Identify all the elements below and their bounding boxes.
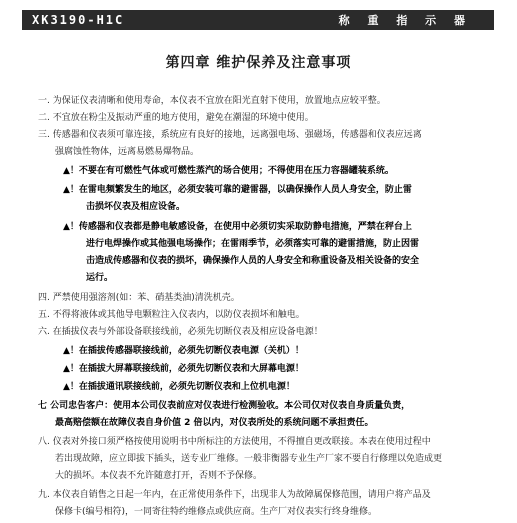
item-8-cont-2: 大的损坏。本仪表不允许随意打开，否则不予保修。 bbox=[55, 471, 263, 481]
warning-flammable: ▲！不要在有可燃性气体或可燃性蒸汽的场合使用；不得使用在压力容器罐装系统。 bbox=[63, 166, 394, 176]
warning-comm-unplug: ▲！在插拔通讯联接线前，必须先切断仪表和上位机电源！ bbox=[63, 382, 295, 392]
item-3-cont: 强腐蚀性物体，远离易燃易爆物品。 bbox=[55, 147, 200, 157]
warning-static-cont-1: 进行电焊操作或其他强电场操作；在雷雨季节，必须落实可靠的避雷措施，防止因雷 bbox=[86, 239, 420, 249]
warning-lightning-cont: 击损坏仪表及相应设备。 bbox=[86, 202, 186, 212]
item-9-cont: 保修卡(编号相符)，一同寄往特约维修点或供应商。生产厂对仪表实行终身维修。 bbox=[55, 507, 378, 517]
item-2: 二. 不宜放在粉尘及振动严重的地方使用，避免在潮湿的环境中使用。 bbox=[38, 113, 314, 123]
item-8: 八. 仪表对外接口须严格按使用说明书中所标注的方法使用，不得擅自更改联接。本表在使用过程中 bbox=[38, 437, 431, 447]
warning-static: ▲！传感器和仪表都是静电敏感设备，在使用中必须切实采取防静电措施，严禁在秤台上 bbox=[63, 222, 412, 232]
item-4: 四. 严禁使用强溶剂(如：苯、硝基类油)清洗机壳。 bbox=[38, 293, 240, 303]
product-name: 称 重 指 示 器 bbox=[338, 14, 472, 27]
item-7: 七 公司忠告客户：使用本公司仪表前应对仪表进行检测验收。本公司仅对仪表自身质量负责， bbox=[38, 401, 411, 411]
item-9: 九. 本仪表自销售之日起一年内，在正常使用条件下，出现非人为故障属保修范围，请用户将产品及 bbox=[38, 490, 431, 500]
model-number: XK3190-H1C bbox=[32, 13, 125, 27]
warning-sensor-unplug: ▲！在插拔传感器联接线前，必须先切断仪表电源（关机）！ bbox=[63, 346, 304, 356]
warning-static-cont-3: 运行。 bbox=[86, 273, 114, 283]
item-8-cont-1: 若出现故障，应立即拔下插头，送专业厂维修。一般非衡器专业生产厂家不要自行修理以免造成更 bbox=[55, 454, 443, 464]
chapter-title: 第四章 维护保养及注意事项 bbox=[165, 55, 352, 71]
item-6: 六. 在插拔仪表与外部设备联接线前，必须先切断仪表及相应设备电源！ bbox=[38, 327, 323, 337]
item-3: 三. 传感器和仪表须可靠连接，系统应有良好的接地，远离强电场、强磁场，传感器和仪表应远离 bbox=[38, 130, 422, 140]
warning-static-cont-2: 击造成传感器和仪表的损坏，确保操作人员的人身安全和称重设备及相关设备的安全 bbox=[86, 256, 420, 266]
header-bar bbox=[22, 10, 494, 30]
item-1: 一. 为保证仪表清晰和使用寿命，本仪表不宜放在阳光直射下使用，放置地点应较平整。 bbox=[38, 96, 386, 106]
item-7-cont: 最高赔偿额在故障仪表自身价值 2 倍以内，对仪表所处的系统问题不承担责任。 bbox=[55, 418, 374, 428]
warning-screen-unplug: ▲！在插拔大屏幕联接线前，必须先切断仪表和大屏幕电源！ bbox=[63, 364, 304, 374]
warning-lightning: ▲！在雷电频繁发生的地区，必须安装可靠的避雷器，以确保操作人员人身安全，防止雷 bbox=[63, 185, 412, 195]
item-5: 五. 不得将液体或其他导电颗粒注入仪表内，以防仪表损坏和触电。 bbox=[38, 310, 305, 320]
